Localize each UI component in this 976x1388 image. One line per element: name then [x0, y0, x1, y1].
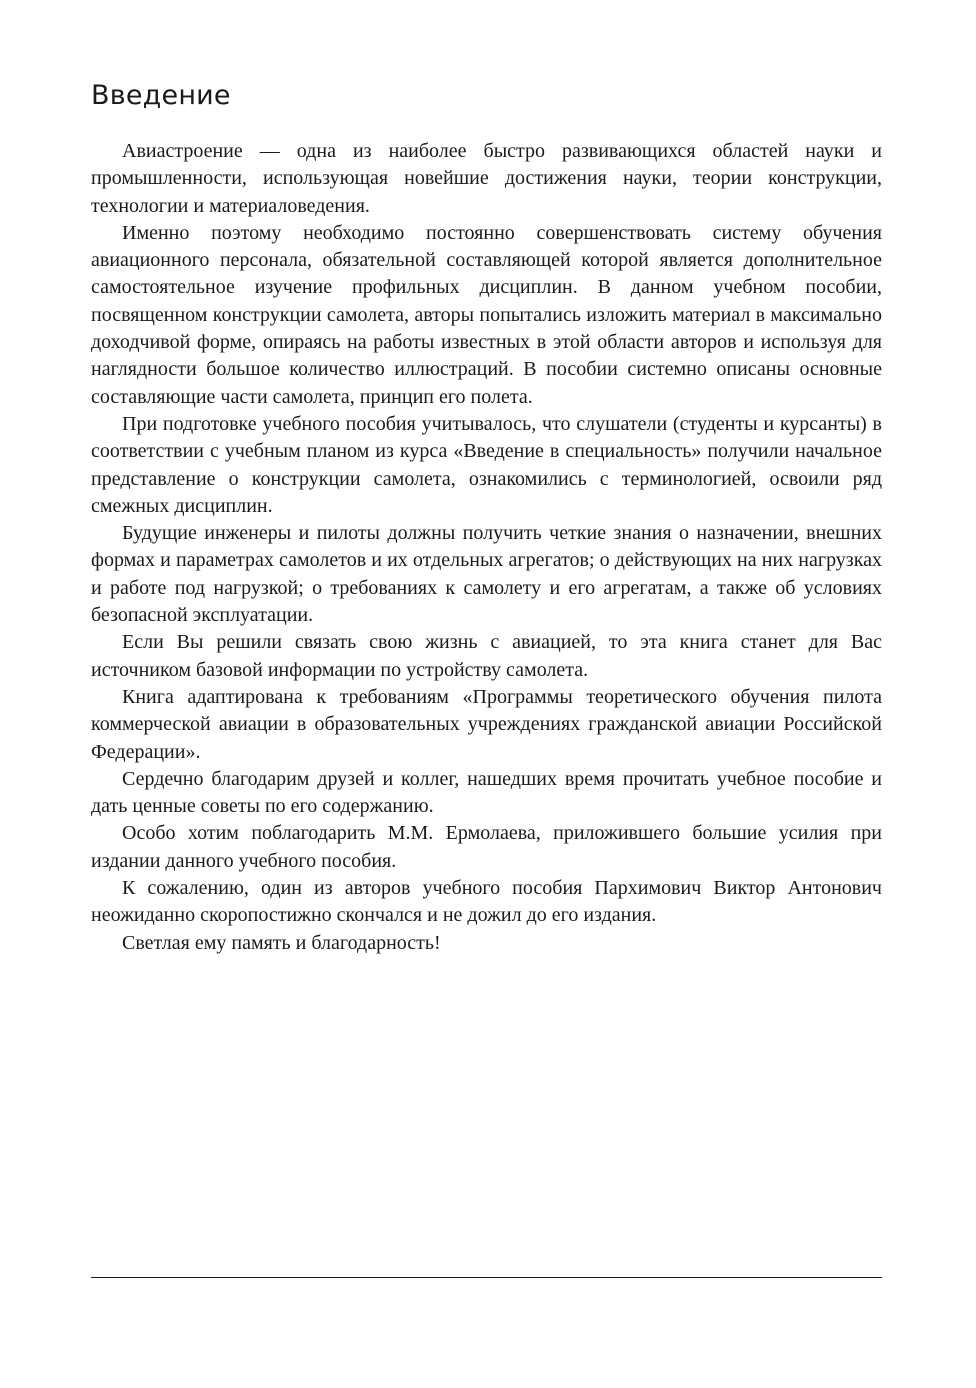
paragraph-5: Если Вы решили связать свою жизнь с авиацией, то эта книга станет для Вас источником базовой информации по устройству самолета. [91, 631, 882, 681]
paragraph-10: Светлая ему память и благодарность! [122, 931, 441, 954]
paragraph-2: Именно поэтому необходимо постоянно совершенствовать систему обучения авиационного персонала, обязательной составляющей которой является дополнительное самостоятельное изучение профильных дисциплин. В данном учебном пособии, посвященном конструкции самолета, авторы попытались изложить материал в максимально доходчивой форме, опираясь на работы известных в этой области авторов и используя для наглядности большое количество иллюстраций. В пособии системно описаны основные составляющие части самолета, принцип его полета. [91, 221, 882, 408]
paragraph-1: Авиастроение — одна из наиболее быстро развивающихся областей науки и промышленности, использующая новейшие достижения науки, теории конструкции, технологии и материаловедения. [91, 140, 882, 217]
paragraph-9: К сожалению, один из авторов учебного пособия Пархимович Виктор Антонович неожиданно скоропостижно скончался и не дожил до его издания. [91, 877, 882, 927]
paragraph-7: Сердечно благодарим друзей и коллег, нашедших время прочитать учебное пособие и дать ценные советы по его содержанию. [91, 767, 882, 818]
footer-rule [91, 1277, 882, 1278]
page-title: Введение [91, 80, 231, 111]
document-page [91, 0, 882, 1388]
body-text [91, 138, 882, 957]
paragraph-8: Особо хотим поблагодарить М.М. Ермолаева, приложившего большие усилия при издании данного учебного пособия. [91, 822, 882, 872]
paragraph-4: Будущие инженеры и пилоты должны получить четкие знания о назначении, внешних формах и параметрах самолетов и их отдельных агрегатов; о действующих на них нагрузках и работе под нагрузкой; о требованиях к самолету и его агрегатам, а также об условиях безопасной эксплуатации. [91, 522, 882, 627]
paragraph-6: Книга адаптирована к требованиям «Программы теоретического обучения пилота коммерческой авиации в образовательных учреждениях гражданской авиации Российской Федерации». [91, 685, 882, 763]
paragraph-3: При подготовке учебного пособия учитывалось, что слушатели (студенты и курсанты) в соответствии с учебным планом из курса «Введение в специальность» получили начальное представление о конструкции самолета, ознакомились с терминологией, освоили ряд смежных дисциплин. [91, 412, 882, 517]
